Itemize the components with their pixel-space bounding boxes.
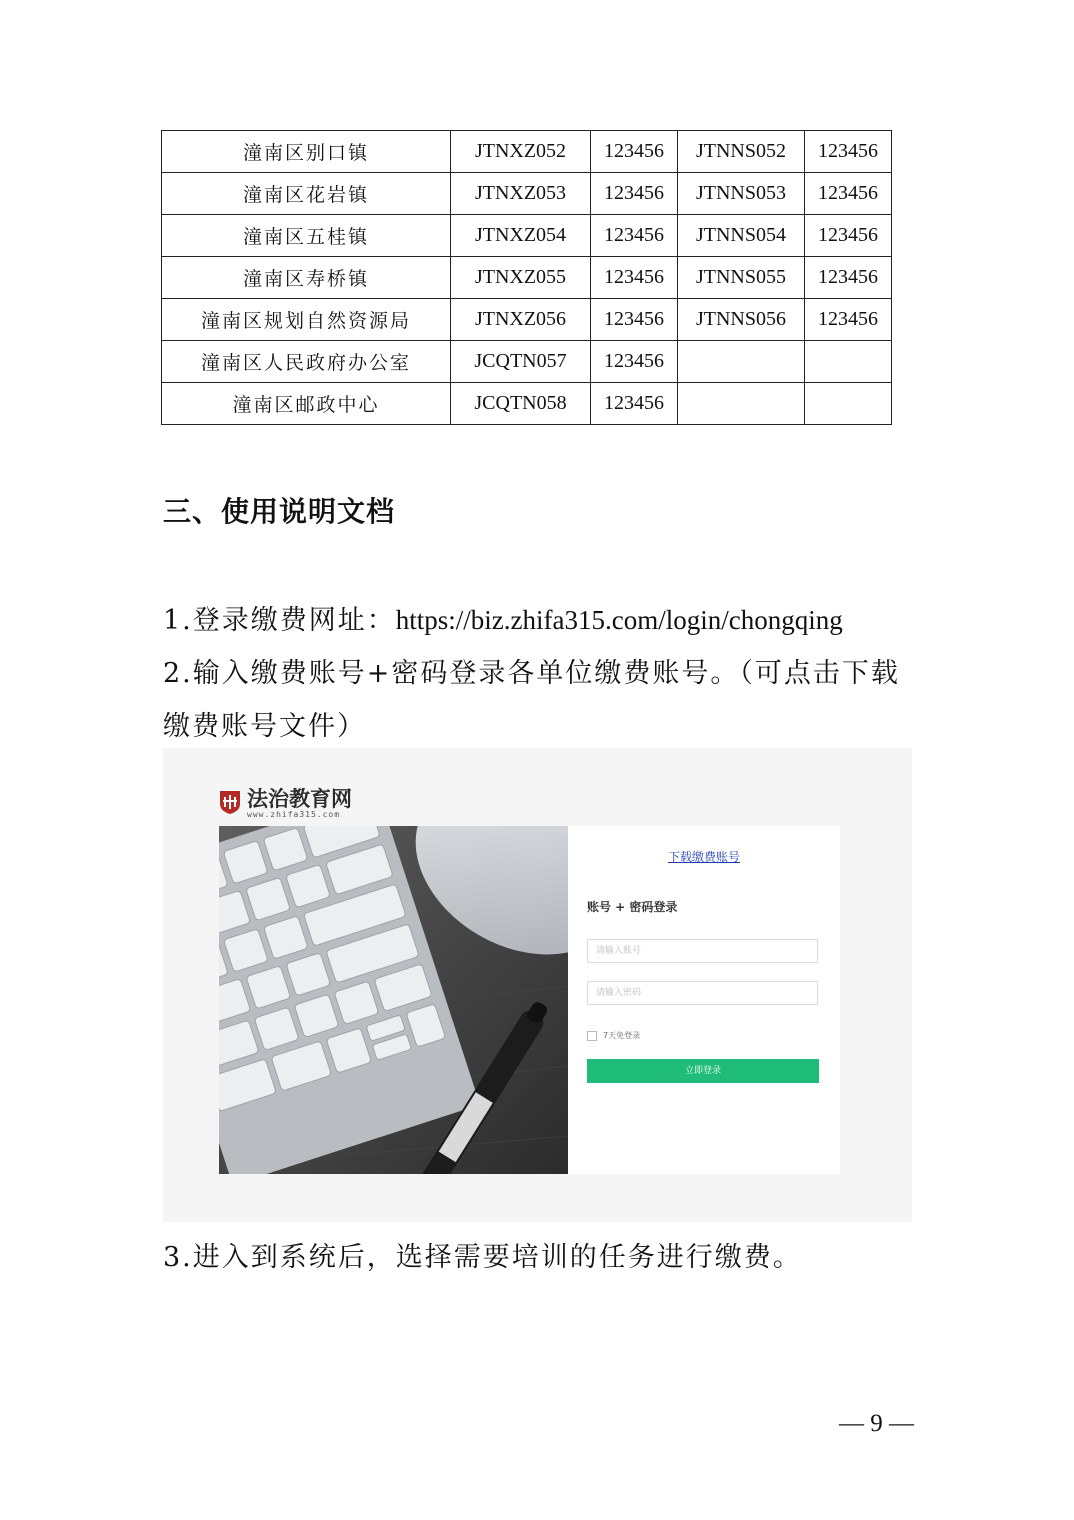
table-cell: JTNXZ052 (451, 131, 591, 173)
table-cell: 123456 (591, 173, 678, 215)
table-cell: JTNXZ054 (451, 215, 591, 257)
table-cell: 123456 (805, 131, 892, 173)
login-title: 账号 + 密码登录 (587, 900, 678, 914)
remember-option[interactable] (587, 1030, 640, 1041)
table-cell: JTNXZ055 (451, 257, 591, 299)
password-input[interactable]: 请输入密码 (587, 981, 818, 1005)
table-cell: JCQTN057 (451, 341, 591, 383)
table-cell (678, 341, 805, 383)
table-cell (805, 383, 892, 425)
logo-text: 法治教育网 (247, 787, 352, 811)
table-cell (678, 383, 805, 425)
table-row (162, 299, 892, 341)
table-cell: 潼南区规划自然资源局 (162, 299, 451, 341)
table-cell: 123456 (805, 173, 892, 215)
table-cell: 123456 (805, 299, 892, 341)
login-panel (568, 826, 840, 1174)
table-cell: 123456 (591, 131, 678, 173)
keyboard-photo (219, 826, 568, 1174)
login-button[interactable]: 立即登录 (587, 1059, 819, 1083)
table-cell: JTNNS053 (678, 173, 805, 215)
logo-url: www.zhifa315.com (247, 810, 341, 819)
page-number: — 9 — (839, 1410, 914, 1437)
table-cell: 潼南区别口镇 (162, 131, 451, 173)
table-cell: 123456 (805, 215, 892, 257)
shield-logo-icon (218, 789, 242, 815)
table-row (162, 383, 892, 425)
table-row (162, 257, 892, 299)
site-logo (218, 788, 352, 820)
table-row (162, 173, 892, 215)
table-cell: 潼南区花岩镇 (162, 173, 451, 215)
remember-label: 7天免登录 (603, 1031, 641, 1040)
step-2: 2.输入缴费账号+密码登录各单位缴费账号。（可点击下载缴费账号文件） (163, 658, 900, 742)
table-cell: JCQTN058 (451, 383, 591, 425)
download-account-link[interactable]: 下载缴费账号 (667, 850, 740, 864)
table-cell: JTNNS054 (678, 215, 805, 257)
table-cell: 潼南区人民政府办公室 (162, 341, 451, 383)
step-1-text: 1.登录缴费网址： (163, 605, 396, 636)
table-cell: JTNNS055 (678, 257, 805, 299)
table-cell: 潼南区邮政中心 (162, 383, 451, 425)
table-row (162, 215, 892, 257)
table-cell: 123456 (591, 341, 678, 383)
table-cell: 潼南区寿桥镇 (162, 257, 451, 299)
table-cell: 123456 (591, 383, 678, 425)
table-cell: 123456 (591, 299, 678, 341)
table-cell: JTNXZ056 (451, 299, 591, 341)
account-input[interactable]: 请输入账号 (587, 939, 818, 963)
table-cell: 潼南区五桂镇 (162, 215, 451, 257)
step-1 (163, 594, 915, 647)
login-screenshot (163, 748, 912, 1222)
step-3: 3.进入到系统后，选择需要培训的任务进行缴费。 (163, 1242, 802, 1273)
table-cell: JTNNS056 (678, 299, 805, 341)
table-cell: 123456 (591, 215, 678, 257)
account-table (161, 130, 892, 425)
login-url: https://biz.zhifa315.com/login/chongqing (395, 605, 843, 635)
table-cell (805, 341, 892, 383)
table-row (162, 341, 892, 383)
table-row (162, 131, 892, 173)
remember-checkbox[interactable] (587, 1031, 597, 1041)
table-cell: JTNNS052 (678, 131, 805, 173)
section-heading: 三、使用说明文档 (163, 495, 396, 528)
table-cell: JTNXZ053 (451, 173, 591, 215)
table-cell: 123456 (591, 257, 678, 299)
table-cell: 123456 (805, 257, 892, 299)
